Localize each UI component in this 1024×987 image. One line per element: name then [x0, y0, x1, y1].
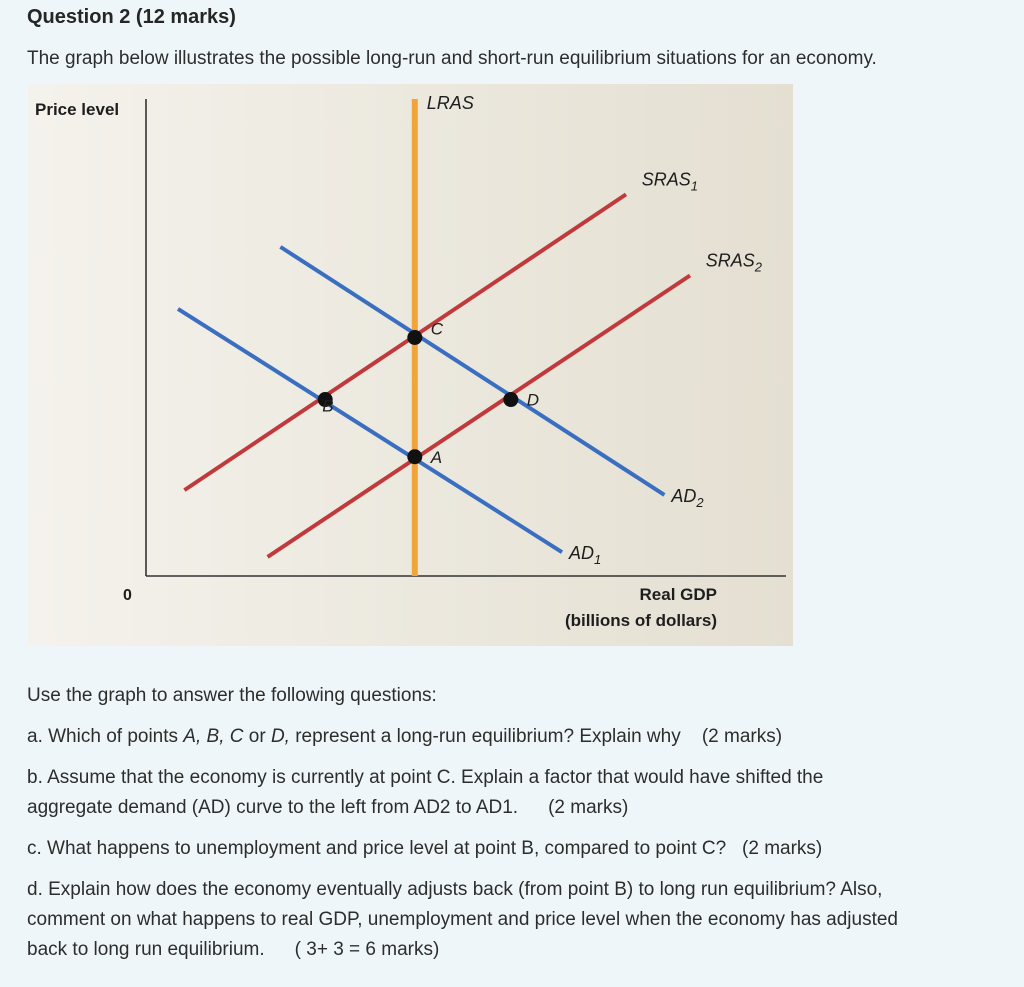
question-c-marks: (2 marks)	[742, 838, 823, 859]
x-axis-label: Real GDP	[639, 585, 717, 604]
question-list	[27, 681, 1012, 965]
question-a-rest: represent a long-run equilibrium? Explain why	[289, 726, 681, 747]
question-a-marks: (2 marks)	[701, 726, 783, 747]
origin-label: 0	[123, 587, 132, 604]
question-d	[27, 875, 1012, 965]
point-b-label: B	[322, 396, 334, 416]
x-axis-sublabel: (billions of dollars)	[564, 611, 717, 630]
question-intro: The graph below illustrates the possible long-run and short-run equilibrium situations for an economy.	[27, 48, 877, 69]
question-a-prefix: a. Which of points	[27, 726, 184, 747]
question-a	[27, 722, 1012, 752]
question-d-line1: d. Explain how does the economy eventually adjusts back (from point B) to long run equilibrium? Also,	[27, 879, 883, 900]
questions-lead: Use the graph to answer the following questions:	[27, 685, 437, 706]
y-axis-label: Price level	[35, 100, 120, 119]
point-c	[407, 330, 422, 345]
question-b-line2: aggregate demand (AD) curve to the left from AD2 to AD1.	[27, 797, 519, 818]
question-a-last-point: D,	[270, 726, 290, 747]
point-c-label: C	[430, 319, 444, 339]
point-d	[503, 392, 518, 407]
sras2-label: $SRAS_2$	[705, 250, 762, 275]
chart-background	[28, 84, 793, 646]
question-c	[27, 834, 1012, 864]
point-d-label: D	[526, 390, 540, 410]
ad1-label: $AD_1$	[569, 543, 602, 568]
question-d-marks: ( 3+ 3 = 6 marks)	[294, 939, 440, 960]
question-d-line3: back to long run equilibrium.	[27, 939, 265, 960]
question-c-text: c. What happens to unemployment and price level at point B, compared to point C?	[27, 838, 727, 859]
question-a-or: or	[243, 726, 271, 747]
point-a-label: A	[430, 447, 443, 467]
sras1-label: $SRAS_1$	[641, 169, 698, 194]
lras-label: LRAS	[426, 93, 474, 113]
question-b-marks: (2 marks)	[548, 797, 629, 818]
ad2-label: $AD_2$	[671, 485, 704, 510]
question-b	[27, 763, 1012, 823]
question-a-points: A, B, C	[183, 726, 244, 747]
as-ad-chart	[28, 84, 793, 646]
question-title: Question 2 (12 marks)	[27, 6, 236, 28]
question-d-line2: comment on what happens to real GDP, unemployment and price level when the economy has adjusted	[27, 909, 898, 930]
point-a	[407, 449, 422, 464]
question-b-line1: b. Assume that the economy is currently at point C. Explain a factor that would have shifted the	[27, 767, 824, 788]
